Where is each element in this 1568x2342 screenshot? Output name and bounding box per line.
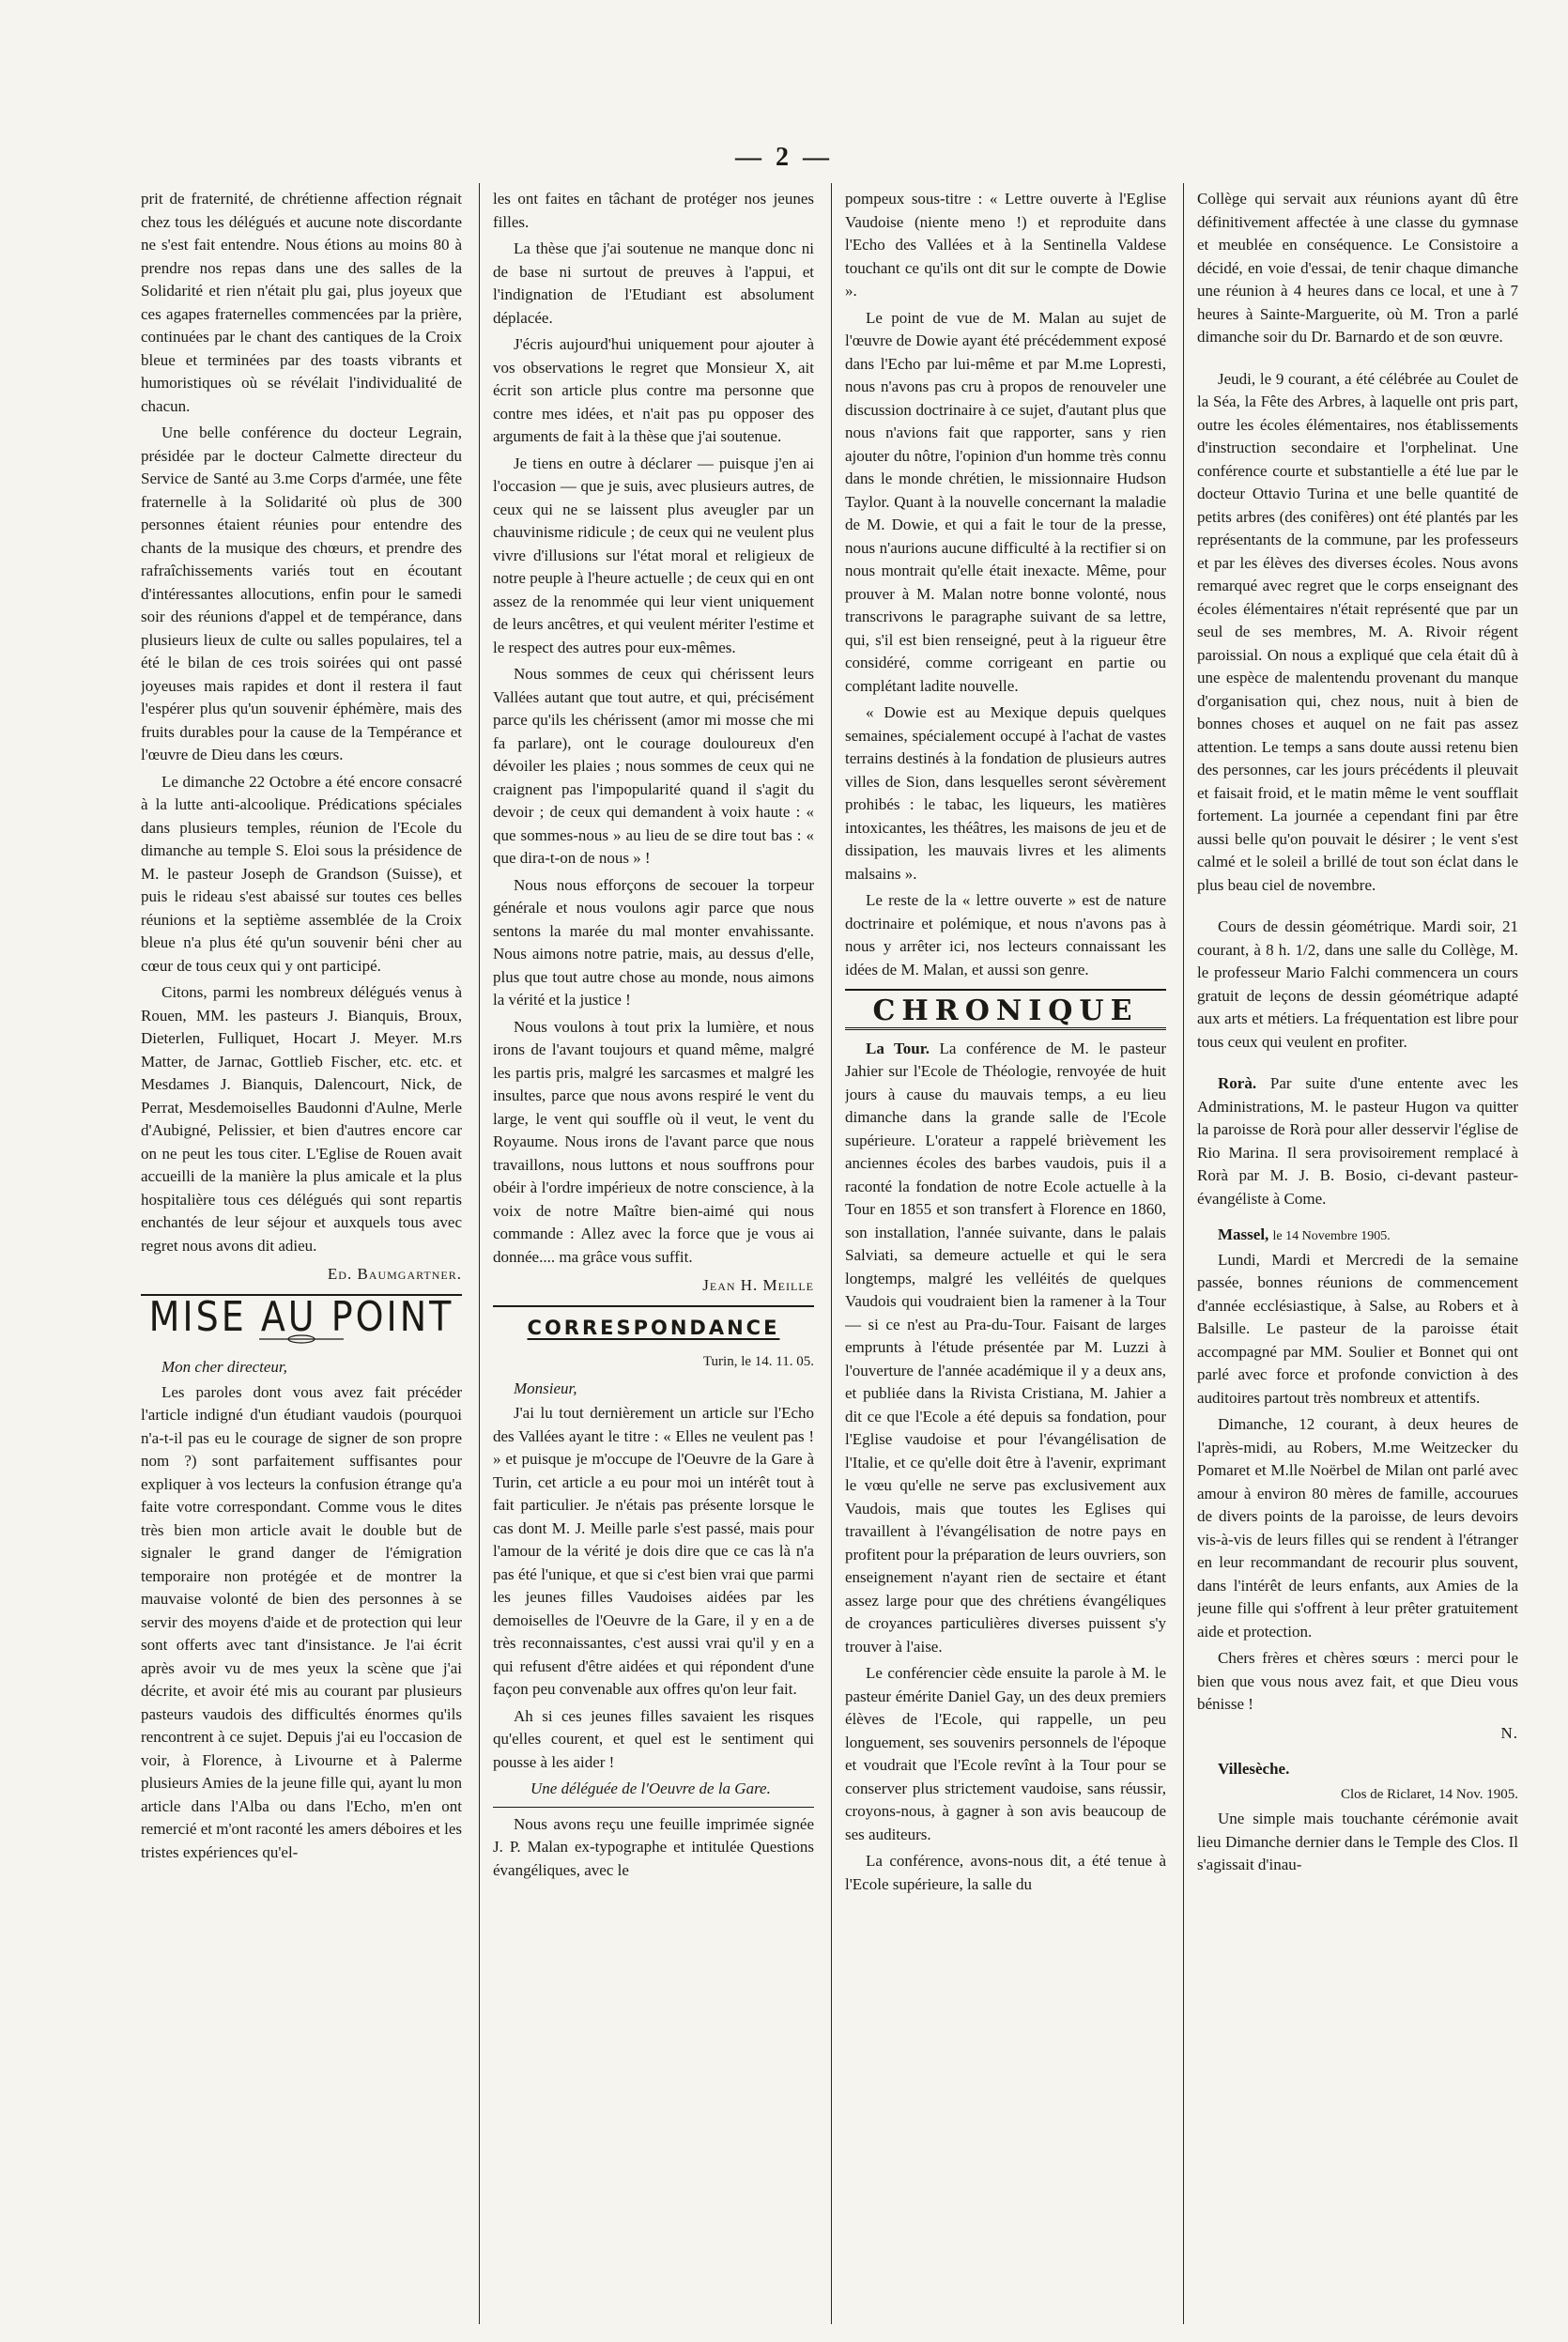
paragraph [1197, 1072, 1518, 1210]
column-2 [493, 188, 814, 2319]
paragraph: Nous voulons à tout prix la lumière, et nous irons de l'avant toujours et quand même, malgré les partis pris, malgré les sarcasmes et malgré les insultes, parce que nous avons respiré le vent du large, le vent qui souffle où il veut, le vent du Royaume. Nous irons de l'avant parce que nous travaillons, nous luttons et nous souffrons pour obéir à l'ordre impérieux de notre conscience, à la voix de notre Maître bien-aimé qui nous commande : Allez avec la force que je vous ai donnée.... ma grâce vous suffit. [493, 1017, 814, 1266]
dateline: Clos de Riclaret, 14 Nov. 1905. [1340, 1786, 1518, 1802]
section-heading-chronique: CHRONIQUE [845, 1000, 1166, 1030]
column-divider [831, 183, 832, 2324]
paragraph: Je tiens en outre à déclarer — puisque j'en ai l'occasion — que je suis, avec plusieurs autres, de ceux qui ne se laissent plus aveugler par un chauvinisme ridicule ; de ceux qui ne veulent plus vivre d'illusions sur l'état moral et religieux de notre peuple à l'heure actuelle ; de ceux qui en ont assez de la renommée qui leur vient uniquement de leurs ancêtres, et qui veulent mériter l'estime et le respect des autres pour eux-mêmes. [493, 454, 814, 656]
place-name: Massel, [1218, 1225, 1269, 1243]
paragraph-text: Par suite d'une entente avec les Administrations, M. le pasteur Hugon va quitter la paroisse de Rorà pour aller desservir l'église de Rio Marina. Il sera provisoirement remplacé à Rorà par M. J. B. Bosio, ci-devant pasteur-évangéliste à Come. [1197, 1074, 1518, 1208]
paragraph: Les paroles dont vous avez fait précéder l'article indigné d'un étudiant vaudois (pourquoi n'a-t-il pas eu le courage de signer de son propre nom ?) sont parfaitement suffisantes pour expliquer à vos lecteurs la confusion étrange qu'a faite votre correspondant. Comme vous le dites très bien mon article avait le double but de signaler le grand danger de l'émigration temporaire non protégée et de montrer la mauvaise volonté de bien des personnes à se servir des moyens d'aide et de protection qui leur sont offerts avec tant d'insistance. Je l'ai écrit après avoir vu de mes yeux la scène que j'ai décrite, et avoir été mis au courant par plusieurs pasteurs vaudois des difficultés énormes qu'ils rencontrent à ce sujet. Depuis j'ai eu l'occasion de voir, à Florence, à Livourne et à Palerme plusieurs Amies de la jeune fille qui, ayant lu mon article dans l'Alba ou dans l'Echo, m'en ont remercié et m'ont raconté les amers déboires et les tristes expériences qu'el- [141, 1382, 462, 1861]
paragraph: Une simple mais touchante cérémonie avait lieu Dimanche dernier dans le Temple des Clos. Il s'agissait d'inau- [1197, 1810, 1518, 1873]
separator-rule [845, 989, 1166, 991]
paragraph: Collège qui servait aux réunions ayant dû être définitivement affectée à une classe du gymnase et meublée en conséquence. Le Consistoire a décidé, en voie d'essai, de tenir chaque dimanche une réunion à 4 heures dans ce local, et une à 7 heures à Sainte-Marguerite, où M. Tron a parlé dimanche soir du Dr. Barnardo et de son œuvre. [1197, 190, 1518, 346]
section-heading-mise-au-point: MISE AU POINT [148, 1292, 454, 1340]
paragraph: La conférence, avons-nous dit, a été tenue à l'Ecole supérieure, la salle du [845, 1852, 1166, 1893]
paragraph: Citons, parmi les nombreux délégués venus à Rouen, MM. les pasteurs J. Bianquis, Broux, Dieterlen, Fulliquet, Hocart J. Meyer. M.rs Matter, de Jarnac, Gottlieb Fischer, etc. etc. et Mesdames J. Bianquis, Dalencourt, Nick, de Perrat, Mesdemoiselles Baudonni d'Aulne, Merle d'Aubigné, Pelissier, et bien d'autres encore car on ne peut les tous citer. L'Eglise de Rouen avait accueilli de la manière la plus amicale et la plus hospitalière tous ces délégués qui sont repartis enchantés de leur séjour et auxquels tous avec regret nous avons dit adieu. [141, 983, 462, 1255]
paragraph: Le reste de la « lettre ouverte » est de nature doctrinaire et polémique, et nous n'avons pas à nous y arrêter ici, nos lecteurs connaissant les idées de M. Malan, et aussi son genre. [845, 891, 1166, 978]
article-signature: Ed. Baumgartner. [327, 1265, 462, 1283]
paragraph: Le point de vue de M. Malan au sujet de l'œuvre de Dowie ayant été précédemment exposé dans l'Echo par lui-même et par M.me Lopresti, nous n'avons pas cru à propos de renouveler une discussion doctrinaire à ce sujet, d'autant plus que nous n'avions fait que rapporter, sans y rien ajouter du nôtre, l'opinion d'un homme très connu dans le monde chrétien, le missionnaire Hudson Taylor. Quant à la nouvelle concernant la maladie de M. Dowie, et qui a fait le tour de la presse, nous n'aurions aucune difficulté à la rectifier si on nous montrait qu'elle était inexacte. Même, pour prouver à M. Malan notre bonne volonté, nous transcrivons le paragraphe suivant de sa lettre, qui, s'il est bien renseigné, peut à la rigueur être considéré, comme corrigeant en partie ou complétant ladite nouvelle. [845, 308, 1166, 695]
paragraph-text: La conférence de M. le pasteur Jahier sur l'Ecole de Théologie, renvoyée de huit jours à cause du mauvais temps, a eu lieu dimanche dans la grande salle de l'Ecole supérieure. L'orateur a rappelé brièvement les anciennes écoles des barbes vaudois, puis il a raconté la fondation de notre Ecole actuelle à la Tour en 1855 et son transfert à Florence en 1860, son installation, l'année suivante, dans le palais Salviati, sa demeure actuelle et qui le sera longtemps, malgré les velléités de quelques Vaudois qui voudraient bien la ramener à la Tour — si ce n'est au Pra-du-Tour. Faisant de larges emprunts à l'étude présentée par M. Luzzi à l'ouverture de l'année académique il y a deux ans, et publiée dans la Rivista Cristiana, M. Jahier a dit ce que l'Ecole a été depuis sa fondation, pour l'Eglise vaudoise et pour l'évangélisation de l'Italie, et ce qu'elle doit être à l'avenir, exprimant le vœu qu'elle ne serve pas exclusivement aux Vaudois, mais que toutes les Eglises qui travaillent à l'évangélisation de notre pays en profitent pour la préparation de leurs ouvriers, son enseignement n'ayant rien de sectaire et étant assez large pour que des chrétiens évangéliques de croyances particulières diverses puissent s'y trouver à l'aise. [845, 1039, 1166, 1656]
letter-greeting: Mon cher directeur, [161, 1358, 287, 1376]
paragraph: Jeudi, le 9 courant, a été célébrée au Coulet de la Séa, la Fête des Arbres, à laquelle ont pris part, outre les écoles élémentaires, nos établissements d'instruction secondaire et l'orphelinat. Une conférence courte et substantielle a été lue par le docteur Ottavio Turina et une belle quantité de petits arbres (des conifères) ont été plantés par les représentants de la commune, par les professeurs et par les élèves des diverses écoles. Nous avons remarqué avec regret que le corps enseignant des écoles élémentaires n'était représenté que par un seul de ses membres, M. A. Rivoir régent paroissial. On nous a expliqué que cela était dû à une espèce de malentendu provenant du manque d'organisation qui, chez nous, nuit à bien de bonnes choses et auquel on ne fait pas assez attention. Le temps a sans doute aussi retenu bien des personnes, car les jours précédents il pleuvait et faisait froid, et le matin même le vent soufflait fortement. La journée a cependant fini par être aussi belle qu'on pouvait le désirer ; le vent s'est calmé et le soleil a brillé de tout son éclat dans le plus beau ciel de novembre. [1197, 369, 1518, 894]
column-divider [479, 183, 480, 2324]
column-divider [1183, 183, 1184, 2324]
paragraph: Chers frères et chères sœurs : merci pour le bien que vous nous avez fait, et que Dieu vous bénisse ! [1197, 1649, 1518, 1713]
letter-greeting: Monsieur, [514, 1379, 577, 1397]
paragraph: Dimanche, 12 courant, à deux heures de l'après-midi, au Robers, M.me Weitzecker du Pomaret et M.lle Noërbel de Milan ont parlé avec amour à environ 80 mères de famille, accourues de divers points de la paroisse, de leurs devoirs vis-à-vis de leurs filles qui se rendent à l'étranger en leur recommandant de recourir plus souvent, dans l'intérêt de leurs enfants, aux Amies de la jeune fille qui s'offrent à leur prêter gratuitement aide et protection. [1197, 1415, 1518, 1641]
page-number: — 2 — [735, 143, 833, 172]
paragraph: J'ai lu tout dernièrement un article sur l'Echo des Vallées ayant le titre : « Elles ne veulent pas ! » et puisque je m'occupe de l'Oeuvre de la Gare à Turin, cet article a eu pour moi un intérêt tout à fait particulier. Je n'étais pas présente lorsque le cas dont M. J. Meille parle s'est passé, mais pour l'amour de la vérité je dois dire que ce cas là n'a pas été l'unique, et que si c'est bien vrai que parmi les jeunes filles Vaudoises aidées par les demoiselles de l'Oeuvre de la Gare, il y en a de très reconnaissantes, c'est aussi vrai qu'il y en a qui refusent d'être aidées et qui répondent d'une façon peu convenable aux offres qu'on leur fait. [493, 1404, 814, 1698]
paragraph: Une belle conférence du docteur Legrain, présidée par le docteur Calmette directeur du Service de Santé au 3.me Corps d'armée, une fête fraternelle à la Solidarité où plus de 300 personnes étaient réunies pour entendre des chants de la musique des chœurs, et prendre des rafraîchissements variés tout en écoutant d'intéressantes allocutions, enfin pour le samedi soir des réunions d'appel et de tempérance, dans plusieurs lieux de culte ou salles populaires, tel a été le bilan de ces trois soirées qui ont passé joyeuses mais rapides et dont il restera il faut l'espérer plus qu'un souvenir éphémère, mais des fruits durables pour la cause de la Tempérance et l'œuvre de Dieu dans les cœurs. [141, 424, 462, 763]
paragraph: Le conférencier cède ensuite la parole à M. le pasteur émérite Daniel Gay, un des deux premiers élèves de l'Ecole, qui rappelle, un peu longuement, ses souvenirs personnels de l'époque et voudrait que l'Ecole revînt à la Tour pour se conserver plus strictement vaudoise, sans réussir, croyons-nous, à gagner à son avis beaucoup de ses auditeurs. [845, 1664, 1166, 1843]
paragraph: J'écris aujourd'hui uniquement pour ajouter à vos observations le regret que Monsieur X, ait écrit son article plus contre ma personne que contre mes idées, et n'ait pas pu opposer des arguments de fait à la thèse que j'ai soutenue. [493, 335, 814, 445]
separator-rule [493, 1305, 814, 1307]
letter-signature: Une déléguée de l'Oeuvre de la Gare. [530, 1780, 771, 1797]
paragraph: « Dowie est au Mexique depuis quelques semaines, spécialement occupé à l'achat de vastes terrains destinés à la fondation de plusieurs autres villes de Sion, dans lesquelles seront sévèrement prohibés : le tabac, les liqueurs, les matières intoxicantes, les théâtres, les maisons de jeu et de dissipation, les mauvais livres et les aliments malsains ». [845, 703, 1166, 883]
place-name: Rorà. [1218, 1074, 1257, 1092]
paragraph: Nous nous efforçons de secouer la torpeur générale et nous voulons agir parce que nous sentons la marée du mal monter envahissante. Nous aimons notre patrie, mais, au dessus d'elle, plus que tout autre chose au monde, nous aimons la vérité et la justice ! [493, 875, 814, 1009]
paragraph: Le dimanche 22 Octobre a été encore consacré à la lutte anti-alcoolique. Prédications spéciales dans plusieurs temples, réunion de l'Ecole du dimanche au temple S. Eloi sous la présidence de M. le pasteur Joseph de Grandson (Suisse), et puis le rideau s'est abaissé sur toutes ces belles réunions et la septième assemblée de la Croix bleue n'a plus été qu'un souvenir béni cher au cœur de tous ceux qui y ont participé. [141, 772, 462, 975]
place-name: La Tour. [866, 1039, 930, 1057]
column-1 [141, 188, 462, 2319]
paragraph: Nous sommes de ceux qui chérissent leurs Vallées autant que tout autre, et qui, précisément parce qu'ils les chérissent (amor mi mosse che mi fa parlare), ont le courage douloureux d'en dévoiler les plaies ; nous sommes de ceux qui ne craignent pas l'impopularité quand il s'agit du devoir ; de ceux qui demandent à voix haute : « que sommes-nous » au lieu de se dire tout bas : « que dira-t-on de nous » ! [493, 665, 814, 867]
paragraph: Nous avons reçu une feuille imprimée signée J. P. Malan ex-typographe et intitulée Questions évangéliques, avec le [493, 1814, 814, 1879]
paragraph: pompeux sous-titre : « Lettre ouverte à l'Eglise Vaudoise (niente meno !) et reproduite dans l'Echo des Vallées et à la Sentinella Valdese touchant ce qu'ils ont dit sur le compte de Dowie ». [845, 190, 1166, 300]
section-heading-correspondance: CORRESPONDANCE [527, 1316, 780, 1339]
place-heading [1197, 1224, 1518, 1249]
column-3 [845, 188, 1166, 2319]
dateline: le 14 Novembre 1905. [1272, 1229, 1391, 1243]
paragraph [845, 1038, 1166, 1659]
place-name: Villesèche. [1218, 1760, 1290, 1778]
paragraph: prit de fraternité, de chrétienne affection régnait chez tous les délégués et aucune note discordante ne s'est fait entendre. Nous étions au moins 80 à prendre nos repas dans une des salles de la Solidarité et rien n'était plu gai, plus joyeux que ces agapes fraternelles commencées par la prière, continuées par le chant des cantiques de la Croix bleue et terminées par des toasts vibrants et humoristiques où se révélait l'individualité de chacun. [141, 190, 462, 415]
paragraph: les ont faites en tâchant de protéger nos jeunes filles. [493, 190, 814, 231]
article-signature: Jean H. Meille [702, 1276, 814, 1294]
column-4 [1197, 188, 1518, 2319]
article-signature: N. [1500, 1723, 1518, 1742]
paragraph: Cours de dessin géométrique. Mardi soir, 21 courant, à 8 h. 1/2, dans une salle du Collège, M. le professeur Mario Falchi commencera un cours gratuit de leçons de dessin géométrique adapté aux arts et métiers. La fréquentation est libre pour tous ceux qui veulent en profiter. [1197, 917, 1518, 1051]
separator-rule [493, 1807, 814, 1808]
paragraph: Ah si ces jeunes filles savaient les risques qu'elles courent, et quel est le sentiment qui pousse à les aider ! [493, 1706, 814, 1771]
paragraph: Lundi, Mardi et Mercredi de la semaine passée, bonnes réunions de commencement d'année ecclésiastique, à Salse, au Robers et à Balsille. Le pasteur de la paroisse était accompagné par MM. Soulier et Bonnet qui ont parlé avec force et profonde conviction à des auditoires partout très nombreux et attentifs. [1197, 1250, 1518, 1407]
paragraph: La thèse que j'ai soutenue ne manque donc ni de base ni surtout de preuves à l'appui, et l'indignation de l'Etudiant est absolument déplacée. [493, 239, 814, 327]
dateline: Turin, le 14. 11. 05. [702, 1354, 814, 1369]
